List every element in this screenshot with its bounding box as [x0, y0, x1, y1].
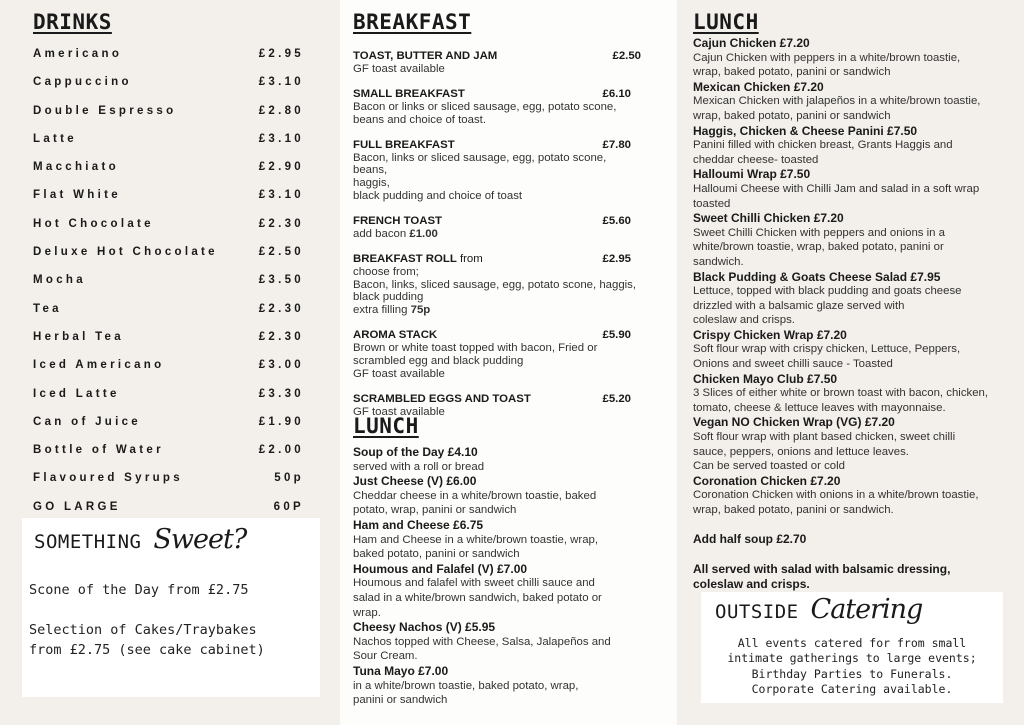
catering-line: Birthday Parties to Funerals. [751, 666, 953, 681]
drink-price: £2.50 [258, 246, 304, 259]
drinks-list [33, 40, 304, 521]
lunch-item [353, 664, 673, 708]
breakfast-item-name [353, 329, 437, 342]
drink-price: £2.90 [258, 161, 304, 174]
catering-text [701, 636, 1003, 697]
breakfast-item-name [353, 139, 455, 152]
lunch-item-desc: Mexican Chicken with jalapeños in a white/brown toastie, wrap, baked potato, panini or sandwich [693, 95, 981, 122]
sweet-title [34, 524, 246, 555]
drink-name: Tea [33, 302, 62, 315]
breakfast-item [353, 50, 643, 75]
breakfast-item-suffix: from [456, 253, 483, 266]
lunch-item-desc: Cajun Chicken with peppers in a white/brown toastie, wrap, baked potato, panini or sandwich [693, 51, 961, 79]
breakfast-list [353, 50, 643, 431]
breakfast-item-extra [353, 228, 643, 241]
lunch-item [693, 328, 1023, 372]
lunch-item-desc: Lettuce, topped with black pudding and goats cheese drizzled with a balsamic glaze served with coleslaw and crisps. [693, 285, 962, 327]
drink-row [33, 153, 304, 181]
breakfast-item-desc: Brown or white toast topped with bacon, Fried or scrambled egg and black pudding GF toast available [353, 342, 598, 380]
lunch-item [693, 474, 1023, 518]
drink-price: 60P [273, 500, 304, 513]
breakfast-item-title: SMALL BREAKFAST [353, 88, 465, 101]
lunch-item-name: Chicken Mayo Club £7.50 [693, 371, 838, 386]
drink-price: £2.80 [258, 104, 304, 117]
lunch-item-desc: 3 Slices of either white or brown toast with bacon, chicken, tomato, cheese & lettuce leaves with mayonnaise. [693, 387, 989, 414]
breakfast-item-title: SCRAMBLED EGGS AND TOAST [353, 392, 531, 405]
lunch-item [693, 124, 1023, 168]
drink-name: Iced Americano [33, 359, 165, 372]
drinks-column [0, 0, 340, 725]
breakfast-item-desc: choose from; Bacon, links, sliced sausage, egg, potato scone, haggis, black pudding [353, 265, 637, 304]
lunch-item-name: Houmous and Falafel (V) £7.00 [353, 561, 528, 576]
lunch-item-name: Coronation Chicken £7.20 [693, 473, 841, 488]
drink-name: Macchiato [33, 161, 119, 174]
lunch-item [693, 270, 1023, 328]
breakfast-item-header [353, 393, 643, 406]
lunch-item [693, 372, 1023, 416]
lunch-item-name: Just Cheese (V) £6.00 [353, 474, 477, 489]
drink-price: £2.95 [258, 48, 304, 60]
drink-row [33, 266, 304, 294]
breakfast-item-extra [353, 304, 643, 317]
drink-row [33, 97, 304, 125]
drink-price: £1.90 [258, 415, 304, 428]
breakfast-item-price: £5.90 [602, 329, 631, 342]
breakfast-item-header [353, 215, 643, 228]
lunch-item-name: Haggis, Chicken & Cheese Panini £7.50 [693, 123, 918, 138]
drink-row [33, 181, 304, 209]
catering-line: Corporate Catering available. [751, 681, 953, 696]
something-sweet-panel [22, 518, 320, 697]
lunch-item-desc: Panini filled with chicken breast, Grants Haggis and cheddar cheese- toasted [693, 139, 953, 166]
drink-price: £2.30 [258, 330, 304, 343]
lunch-list-left [353, 445, 673, 708]
cakes-line: Selection of Cakes/Traybakes [29, 622, 257, 638]
drink-name: Mocha [33, 274, 86, 287]
lunch-item-name: Mexican Chicken £7.20 [693, 79, 824, 94]
drink-price: £2.30 [258, 302, 304, 315]
lunch-item-desc: Cheddar cheese in a white/brown toastie, baked potato, wrap, panini or sandwich [353, 489, 597, 517]
breakfast-column [340, 0, 677, 725]
drink-price: £2.30 [258, 217, 304, 230]
drinks-title: DRINKS [33, 10, 112, 34]
lunch-item-name: Halloumi Wrap £7.50 [693, 167, 811, 182]
drink-name: GO LARGE [33, 500, 121, 513]
lunch-item-desc: Coronation Chicken with onions in a white/brown toastie, wrap, baked potato, panini or sandwich. [693, 489, 979, 516]
drink-row [33, 436, 304, 464]
lunch-item-desc: Soft flour wrap with plant based chicken, sweet chilli sauce, peppers, onions and lettuce leaves. Can be served toasted or cold [693, 431, 956, 473]
lunch-item [693, 36, 1023, 80]
drink-name: Cappuccino [33, 76, 132, 89]
breakfast-item-price: £2.50 [612, 50, 641, 62]
drink-name: Americano [33, 48, 123, 60]
drink-row [33, 295, 304, 323]
catering-title-script: Catering [810, 594, 923, 625]
served-with-note: All served with salad with balsamic dressing, coleslaw and crisps. [693, 562, 951, 591]
breakfast-item-title: AROMA STACK [353, 329, 438, 342]
lunch-item [693, 80, 1023, 124]
catering-title [715, 594, 922, 625]
drink-price: £3.30 [258, 387, 304, 400]
breakfast-item-header [353, 139, 643, 152]
lunch-column [677, 0, 1024, 725]
catering-title-main: OUTSIDE [715, 601, 799, 623]
drink-name: Hot Chocolate [33, 217, 154, 230]
lunch-item-name: Tuna Mayo £7.00 [353, 663, 449, 678]
breakfast-item-price: £6.10 [602, 88, 631, 101]
breakfast-item-desc: GF toast available [353, 405, 445, 418]
lunch-item-name: Sweet Chilli Chicken £7.20 [693, 211, 844, 226]
lunch-item [353, 474, 673, 518]
breakfast-item [353, 253, 643, 317]
lunch-item-name: Cajun Chicken £7.20 [693, 36, 810, 50]
lunch-title-left: LUNCH [353, 414, 419, 438]
extra-price: £1.00 [409, 227, 438, 240]
extra-label: add bacon [353, 227, 410, 240]
catering-line: All events catered for from small [737, 636, 967, 650]
outside-catering-panel [701, 592, 1003, 703]
drink-row [33, 40, 304, 68]
breakfast-item-header [353, 329, 643, 342]
breakfast-item-price: £5.20 [602, 392, 631, 405]
cakes-price-line: from £2.75 (see cake cabinet) [29, 642, 265, 658]
extra-label: extra filling [353, 304, 411, 316]
lunch-item [693, 167, 1023, 211]
drink-row [33, 238, 304, 266]
breakfast-item [353, 139, 643, 203]
drink-row [33, 125, 304, 153]
drink-name: Can of Juice [33, 415, 141, 428]
drink-name: Flat White [33, 189, 121, 202]
breakfast-item-price: £2.95 [602, 253, 631, 266]
drink-name: Double Espresso [33, 104, 177, 117]
breakfast-item-name [353, 393, 531, 406]
breakfast-item-header [353, 50, 643, 63]
drink-row [33, 68, 304, 96]
lunch-item [693, 211, 1023, 269]
drink-name: Bottle of Water [33, 444, 164, 457]
lunch-item [353, 445, 673, 474]
drink-row [33, 351, 304, 379]
drink-row [33, 380, 304, 408]
breakfast-item-name [353, 50, 497, 63]
breakfast-item-title: TOAST, BUTTER AND JAM [353, 50, 498, 62]
lunch-item-desc: Nachos topped with Cheese, Salsa, Jalapeños and Sour Cream. [353, 635, 611, 663]
drink-price: £2.00 [258, 444, 304, 457]
breakfast-item-price: £5.60 [602, 215, 631, 228]
lunch-item-desc: Halloumi Cheese with Chilli Jam and salad in a soft wrap toasted [693, 182, 980, 210]
lunch-item-name: Vegan NO Chicken Wrap (VG) £7.20 [693, 415, 895, 430]
drink-name: Herbal Tea [33, 330, 124, 343]
breakfast-item-desc: Bacon or links or sliced sausage, egg, potato scone, beans and choice of toast. [353, 100, 617, 126]
catering-line: intimate gatherings to large events; [727, 651, 977, 666]
breakfast-item-name [353, 253, 483, 266]
scone-line: Scone of the Day from £2.75 [29, 582, 249, 598]
breakfast-item [353, 215, 643, 240]
drink-name: Deluxe Hot Chocolate [33, 246, 218, 259]
breakfast-item-name [353, 88, 465, 101]
breakfast-item-price: £7.80 [602, 138, 631, 151]
breakfast-item [353, 329, 643, 380]
lunch-list-right [693, 36, 1023, 518]
breakfast-item [353, 88, 643, 126]
drink-price: £3.50 [258, 274, 304, 287]
breakfast-item-title: FULL BREAKFAST [353, 138, 455, 151]
lunch-item [353, 620, 673, 664]
breakfast-item-title: FRENCH TOAST [353, 215, 443, 228]
lunch-item [693, 415, 1023, 473]
lunch-item-desc: in a white/brown toastie, baked potato, wrap, panini or sandwich [353, 679, 579, 707]
breakfast-item-desc: GF toast available [353, 62, 445, 75]
lunch-item-name: Soup of the Day £4.10 [353, 445, 478, 459]
lunch-item [353, 518, 673, 562]
breakfast-item-name [353, 215, 442, 228]
drink-row [33, 210, 304, 238]
breakfast-title: BREAKFAST [353, 10, 472, 34]
lunch-item-desc: Soft flour wrap with crispy chicken, Lettuce, Peppers, Onions and sweet chilli sauce - Toasted [693, 343, 961, 371]
drink-price: £3.10 [258, 132, 304, 145]
lunch-item [353, 562, 673, 620]
drink-name: Latte [33, 132, 77, 145]
drink-price: £3.00 [258, 359, 304, 372]
breakfast-item-header [353, 88, 643, 101]
sweet-title-script: Sweet? [153, 524, 247, 555]
breakfast-item-desc: Bacon, links or sliced sausage, egg, potato scone, beans, haggis, black pudding and choice of toast [353, 151, 607, 202]
drink-name: Iced Latte [33, 387, 120, 400]
drink-row [33, 493, 304, 521]
drink-row [33, 464, 304, 492]
lunch-item-desc: served with a roll or bread [353, 460, 485, 473]
drink-price: 50p [274, 472, 304, 485]
breakfast-item-title: BREAKFAST ROLL [353, 253, 457, 266]
extra-price: 75p [410, 304, 431, 316]
lunch-item-name: Black Pudding & Goats Cheese Salad £7.95 [693, 269, 941, 284]
lunch-item-name: Cheesy Nachos (V) £5.95 [353, 620, 496, 635]
lunch-title-right: LUNCH [693, 10, 759, 34]
drink-price: £3.10 [258, 189, 304, 202]
drink-name: Flavoured Syrups [33, 472, 183, 485]
half-soup-note: Add half soup £2.70 [693, 532, 807, 546]
lunch-item-desc: Houmous and falafel with sweet chilli sauce and salad in a white/brown sandwich, baked potato or wrap. [353, 577, 602, 619]
breakfast-item-header [353, 253, 643, 266]
drink-row [33, 323, 304, 351]
lunch-item-desc: Ham and Cheese in a white/brown toastie, wrap, baked potato, panini or sandwich [353, 533, 599, 561]
sweet-title-main: SOMETHING [34, 531, 142, 553]
drink-row [33, 408, 304, 436]
lunch-item-name: Ham and Cheese £6.75 [353, 517, 484, 532]
lunch-item-desc: Sweet Chilli Chicken with peppers and onions in a white/brown toastie, wrap, baked potato, panini or sandwich. [693, 226, 946, 268]
lunch-item-name: Crispy Chicken Wrap £7.20 [693, 327, 847, 342]
drink-price: £3.10 [258, 76, 304, 89]
